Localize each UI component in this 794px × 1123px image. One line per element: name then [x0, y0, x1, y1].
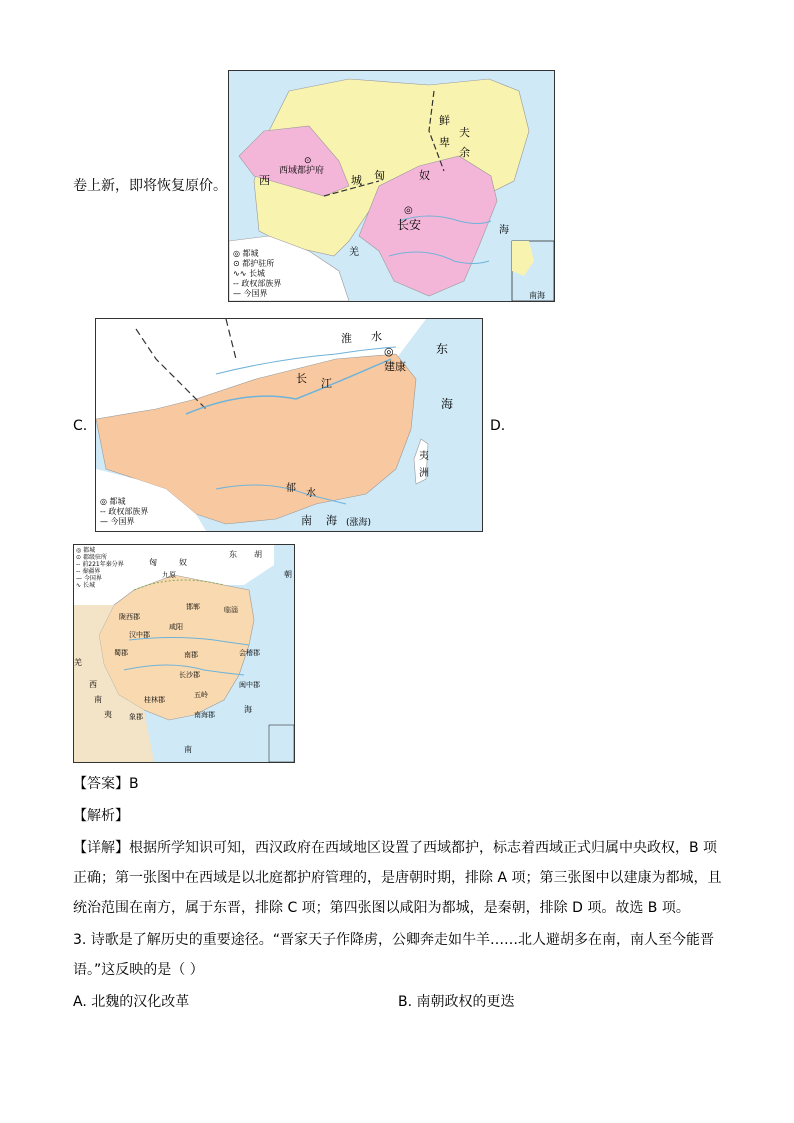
label-longxi: 陇西郡: [119, 613, 140, 621]
question-3-line-2: 语。”这反映的是（ ）: [73, 962, 204, 978]
label-xian: 鲜: [439, 114, 450, 127]
map-eastern-jin: [95, 318, 483, 532]
label-linzi: 临淄: [224, 606, 238, 614]
label-guilin: 桂林郡: [144, 696, 165, 704]
option-b: B. 南朝政权的更迭: [398, 994, 515, 1010]
label-hanzhong: 汉中郡: [129, 631, 150, 639]
map-d-legend: ◎ 都城 ⊙ 郡级驻所 -- 前221年秦分界 -- 秦疆界 — 今国界 ∿ 长城: [76, 547, 124, 589]
map-b-legend: ◎ 都城 ⊙ 都护驻所 ∿∿ 长城 -- 政权部族界 — 今国界: [233, 249, 282, 298]
duhu-marker-icon: ⊙: [304, 156, 312, 166]
label-minzhong: 闽中郡: [239, 681, 260, 689]
label-huai-shui: 水: [371, 330, 382, 343]
label-xi: 西: [259, 174, 270, 187]
label-xiongnu-1: 匈: [374, 169, 385, 182]
label-kuaiji: 会稽郡: [239, 649, 260, 657]
label-xiong: 匈: [149, 558, 157, 567]
detail-line-3: 统治范围在南方，属于东晋，排除 C 项；第四张图以咸阳为都城，是秦朝，排除 D 项。故选 B 项。: [73, 900, 690, 916]
label-fu: 夫: [459, 126, 470, 139]
map-western-han: [228, 70, 555, 302]
label-yu-shui: 水: [306, 488, 316, 499]
label-dong-hai: 海: [441, 397, 454, 411]
label-yi: 夷: [419, 451, 429, 462]
label-jiuyuan: 九原: [162, 571, 176, 579]
label-bei: 卑: [439, 136, 450, 149]
option-d-label: D.: [490, 418, 506, 434]
label-nu: 奴: [179, 558, 187, 567]
label-hai: 海: [499, 225, 509, 236]
question-3-line-1: 3. 诗歌是了解历史的重要途径。“晋家天子作降虏，公卿奔走如牛羊……北人避胡多在南，南人至今能晋: [73, 932, 715, 948]
label-handan: 邯郸: [186, 603, 200, 611]
label-wuling: 五岭: [194, 691, 208, 699]
label-changan: 长安: [397, 218, 422, 232]
label-yu: 郁: [286, 483, 296, 494]
label-xianyang: 咸阳: [169, 623, 183, 631]
label-yi: 夷: [104, 710, 112, 719]
label-jiang: 江: [321, 377, 332, 390]
label-nanhai: 南海郡: [194, 711, 215, 719]
label-changsha: 长沙郡: [179, 671, 200, 679]
label-zhanghai: (涨海): [346, 518, 372, 528]
label-chao: 朝: [284, 570, 292, 579]
inset-label: 南海: [529, 291, 545, 300]
label-jiankang: 建康: [384, 360, 406, 373]
label-dong: 东: [436, 342, 449, 356]
label-nan: 南: [301, 514, 312, 527]
label-zhou: 洲: [419, 468, 429, 479]
label-nan-hai: 海: [326, 514, 337, 527]
label-donghu-hu: 胡: [254, 550, 262, 559]
label-hai: 海: [244, 705, 252, 714]
label-huai: 淮: [341, 332, 352, 345]
label-duhufu: 西域都护府: [279, 166, 325, 176]
map-qin: [73, 544, 295, 763]
label-xiang: 象郡: [129, 713, 143, 721]
label-qiang: 羌: [349, 247, 359, 258]
label-cheng: 城: [351, 174, 362, 187]
label-yu: 余: [459, 146, 470, 159]
label-chang: 长: [296, 372, 307, 385]
intro-text: 卷上新，即将恢复原价。: [73, 178, 227, 194]
label-nan2: 南: [184, 745, 192, 754]
label-shu: 蜀郡: [114, 649, 128, 657]
label-xinan-nan: 南: [94, 695, 102, 704]
analysis-heading: 【解析】: [73, 808, 129, 824]
label-xiongnu-2: 奴: [419, 169, 430, 182]
map-c-legend: ◎ 都城 -- 政权部族界 — 今国界: [100, 497, 149, 526]
answer-line: 【答案】B: [73, 776, 139, 792]
detail-line-2: 正确；第一张图中在西域是以北庭都护府管理的，是唐朝时期，排除 A 项；第三张图中以建康为都城，且: [73, 870, 722, 886]
detail-line-1: 【详解】根据所学知识可知，西汉政府在西域地区设置了西域都护，标志着西域正式归属中央政权，B 项: [73, 840, 718, 856]
label-donghu-dong: 东: [229, 550, 237, 559]
capital-marker-icon: ◎: [404, 205, 413, 216]
option-c-label: C.: [73, 418, 88, 434]
label-xinan: 西: [89, 680, 97, 689]
capital-marker-icon: ◎: [384, 345, 394, 358]
option-a: A. 北魏的汉化改革: [73, 994, 190, 1010]
label-qian: 羌: [74, 658, 82, 667]
label-nanjun: 南郡: [184, 651, 198, 659]
